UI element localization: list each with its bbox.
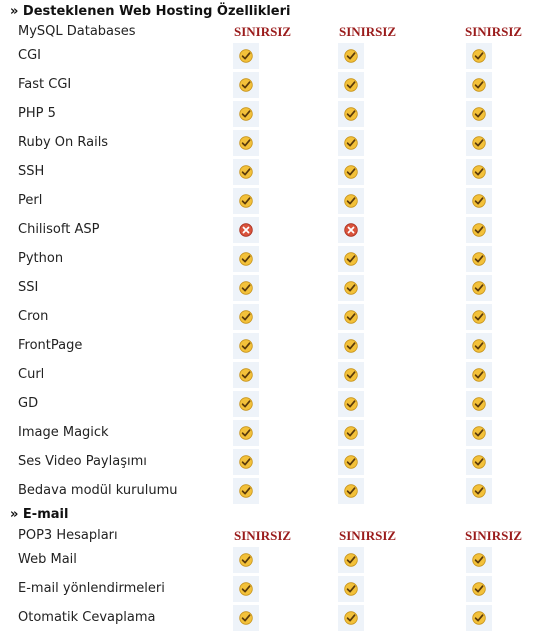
supported-cell: [233, 130, 259, 156]
check-icon: [239, 484, 253, 498]
supported-cell: [233, 246, 259, 272]
check-icon: [344, 252, 358, 266]
check-icon: [472, 281, 486, 295]
check-icon: [472, 611, 486, 625]
supported-cell: [338, 605, 364, 631]
check-icon: [239, 49, 253, 63]
check-icon: [239, 252, 253, 266]
supported-cell: [338, 246, 364, 272]
check-icon: [344, 49, 358, 63]
check-icon: [344, 310, 358, 324]
feature-label: MySQL Databases: [18, 24, 136, 39]
check-icon: [472, 310, 486, 324]
check-icon: [344, 281, 358, 295]
check-icon: [344, 484, 358, 498]
cross-icon: [239, 223, 253, 237]
supported-cell: [466, 605, 492, 631]
unlimited-value: SINIRSIZ: [339, 528, 397, 543]
check-icon: [239, 553, 253, 567]
supported-cell: [233, 547, 259, 573]
check-icon: [239, 136, 253, 150]
table-row: [0, 22, 533, 42]
supported-cell: [466, 478, 492, 504]
table-row: [0, 273, 533, 302]
table-row: [0, 389, 533, 418]
check-icon: [344, 136, 358, 150]
supported-cell: [466, 188, 492, 214]
supported-cell: [233, 101, 259, 127]
supported-cell: [233, 304, 259, 330]
cross-icon: [344, 223, 358, 237]
supported-cell: [338, 449, 364, 475]
table-row: [0, 360, 533, 389]
check-icon: [239, 455, 253, 469]
feature-label: POP3 Hesapları: [18, 528, 118, 543]
supported-cell: [233, 576, 259, 602]
supported-cell: [233, 159, 259, 185]
check-icon: [239, 426, 253, 440]
check-icon: [239, 281, 253, 295]
supported-cell: [466, 101, 492, 127]
supported-cell: [233, 188, 259, 214]
supported-cell: [466, 304, 492, 330]
feature-label: Web Mail: [18, 552, 77, 567]
table-row: [0, 302, 533, 331]
supported-cell: [466, 130, 492, 156]
table-row: [0, 574, 533, 603]
feature-label: Ses Video Paylaşımı: [18, 454, 147, 469]
unlimited-value: SINIRSIZ: [465, 24, 523, 39]
supported-cell: [338, 304, 364, 330]
check-icon: [344, 397, 358, 411]
check-icon: [344, 194, 358, 208]
check-icon: [472, 165, 486, 179]
check-icon: [239, 368, 253, 382]
table-row: [0, 128, 533, 157]
supported-cell: [466, 217, 492, 243]
check-icon: [344, 553, 358, 567]
supported-cell: [338, 275, 364, 301]
supported-cell: [233, 333, 259, 359]
supported-cell: [338, 391, 364, 417]
unlimited-value: SINIRSIZ: [234, 24, 292, 39]
feature-label: Image Magick: [18, 425, 109, 440]
check-icon: [239, 582, 253, 596]
section-title: » Desteklenen Web Hosting Özellikleri: [10, 4, 291, 19]
check-icon: [472, 78, 486, 92]
supported-cell: [338, 362, 364, 388]
feature-label: FrontPage: [18, 338, 83, 353]
table-row: [0, 476, 533, 505]
supported-cell: [466, 72, 492, 98]
check-icon: [472, 339, 486, 353]
check-icon: [239, 165, 253, 179]
feature-label: Bedava modül kurulumu: [18, 483, 178, 498]
check-icon: [472, 223, 486, 237]
table-row: [0, 545, 533, 574]
supported-cell: [466, 159, 492, 185]
supported-cell: [338, 101, 364, 127]
section-title: » E-mail: [10, 507, 69, 522]
supported-cell: [233, 420, 259, 446]
supported-cell: [466, 246, 492, 272]
table-row: [0, 215, 533, 244]
supported-cell: [338, 130, 364, 156]
table-row: [0, 603, 533, 632]
check-icon: [239, 194, 253, 208]
check-icon: [472, 252, 486, 266]
check-icon: [239, 397, 253, 411]
check-icon: [472, 107, 486, 121]
check-icon: [344, 582, 358, 596]
feature-label: SSH: [18, 164, 45, 179]
table-row: [0, 41, 533, 70]
feature-label: SSI: [18, 280, 39, 295]
check-icon: [472, 426, 486, 440]
check-icon: [239, 107, 253, 121]
table-row: [0, 186, 533, 215]
unlimited-value: SINIRSIZ: [234, 528, 292, 543]
table-row: [0, 157, 533, 186]
supported-cell: [466, 391, 492, 417]
supported-cell: [338, 333, 364, 359]
table-row: [0, 244, 533, 273]
check-icon: [472, 582, 486, 596]
table-row: [0, 526, 533, 546]
supported-cell: [338, 43, 364, 69]
feature-label: Cron: [18, 309, 49, 324]
check-icon: [344, 368, 358, 382]
supported-cell: [233, 391, 259, 417]
unsupported-cell: [338, 217, 364, 243]
check-icon: [472, 368, 486, 382]
check-icon: [344, 339, 358, 353]
check-icon: [472, 194, 486, 208]
supported-cell: [466, 275, 492, 301]
unsupported-cell: [233, 217, 259, 243]
feature-label: Ruby On Rails: [18, 135, 109, 150]
supported-cell: [466, 362, 492, 388]
supported-cell: [233, 605, 259, 631]
feature-label: Chilisoft ASP: [18, 222, 100, 237]
check-icon: [239, 611, 253, 625]
check-icon: [344, 78, 358, 92]
table-row: [0, 70, 533, 99]
check-icon: [472, 397, 486, 411]
supported-cell: [338, 576, 364, 602]
supported-cell: [338, 478, 364, 504]
feature-label: Curl: [18, 367, 45, 382]
feature-label: Python: [18, 251, 64, 266]
check-icon: [239, 78, 253, 92]
supported-cell: [338, 159, 364, 185]
supported-cell: [338, 420, 364, 446]
feature-label: GD: [18, 396, 39, 411]
feature-label: Fast CGI: [18, 77, 72, 92]
table-row: [0, 99, 533, 128]
check-icon: [239, 310, 253, 324]
supported-cell: [466, 576, 492, 602]
supported-cell: [466, 43, 492, 69]
supported-cell: [233, 43, 259, 69]
supported-cell: [233, 362, 259, 388]
supported-cell: [233, 478, 259, 504]
supported-cell: [466, 420, 492, 446]
supported-cell: [233, 72, 259, 98]
feature-label: E-mail yönlendirmeleri: [18, 581, 165, 596]
check-icon: [472, 553, 486, 567]
feature-label: Otomatik Cevaplama: [18, 610, 156, 625]
feature-label: Perl: [18, 193, 43, 208]
check-icon: [344, 611, 358, 625]
check-icon: [239, 339, 253, 353]
table-row: [0, 447, 533, 476]
supported-cell: [233, 275, 259, 301]
supported-cell: [466, 547, 492, 573]
check-icon: [344, 107, 358, 121]
supported-cell: [338, 547, 364, 573]
check-icon: [344, 455, 358, 469]
unlimited-value: SINIRSIZ: [339, 24, 397, 39]
supported-cell: [338, 188, 364, 214]
check-icon: [472, 455, 486, 469]
supported-cell: [233, 449, 259, 475]
check-icon: [344, 426, 358, 440]
supported-cell: [338, 72, 364, 98]
check-icon: [472, 136, 486, 150]
check-icon: [472, 49, 486, 63]
table-row: [0, 331, 533, 360]
unlimited-value: SINIRSIZ: [465, 528, 523, 543]
supported-cell: [466, 333, 492, 359]
check-icon: [472, 484, 486, 498]
feature-label: CGI: [18, 48, 41, 63]
supported-cell: [466, 449, 492, 475]
feature-label: PHP 5: [18, 106, 56, 121]
table-row: [0, 418, 533, 447]
check-icon: [344, 165, 358, 179]
